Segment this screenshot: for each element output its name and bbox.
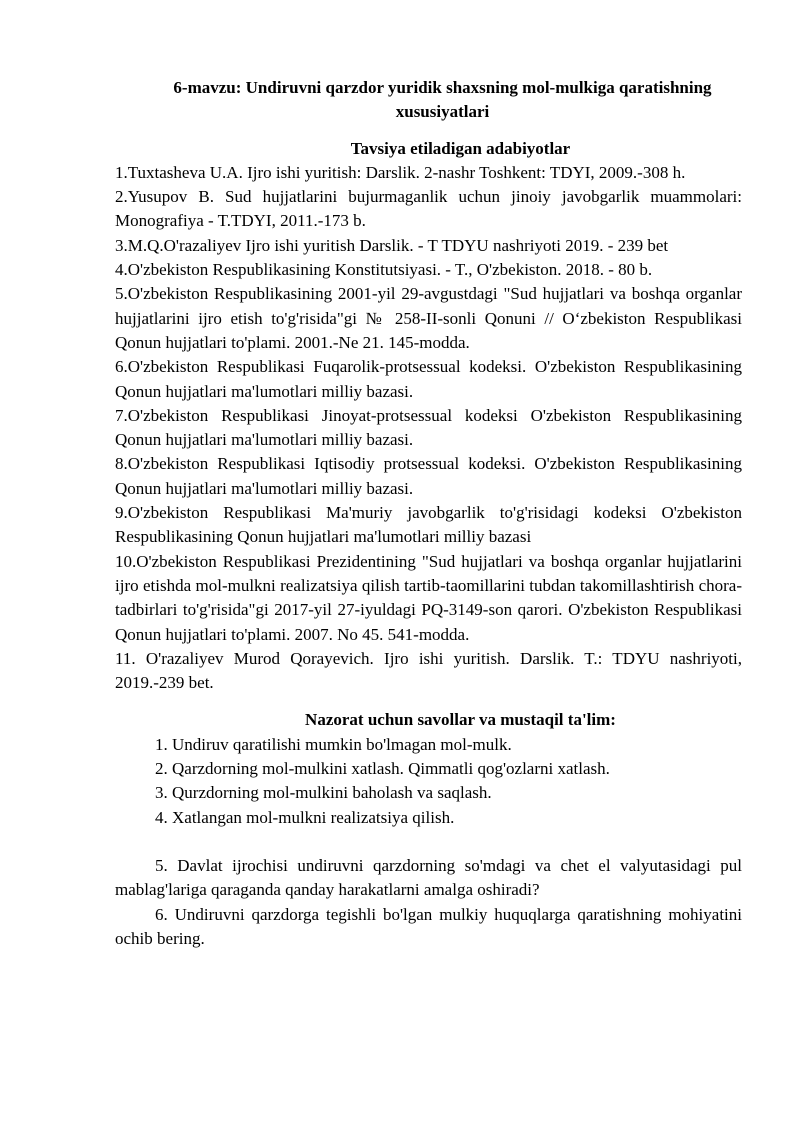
reference-item: 1.Tuxtasheva U.A. Ijro ishi yuritish: Darslik. 2-nashr Toshkent: TDYI, 2009.-308 h. xyxy=(115,162,686,182)
page-title: 6-mavzu: Undiruvni qarzdor yuridik shaxsning mol-mulkiga qaratishning xususiyatlari xyxy=(173,78,712,122)
reference-item: 7.O'zbekiston Respublikasi Jinoyat-protsessual kodeksi O'zbekiston Respublikasining Qonun hujjatlari ma'lumotlari milliy bazasi. xyxy=(115,405,742,450)
question-item: 1. Undiruv qaratilishi mumkin bo'lmagan mol-mulk. xyxy=(155,734,512,754)
question-item: 6. Undiruvni qarzdorga tegishli bo'lgan mulkiy huquqlarga qaratishning mohiyatini ochib bering. xyxy=(115,904,742,948)
questions-list xyxy=(115,733,742,951)
question-item: 5. Davlat ijrochisi undiruvni qarzdorning so'mdagi va chet el valyutasidagi pul mablag'lariga qaraganda qanday harakatlarni amalga oshiradi? xyxy=(115,855,742,900)
reference-item: 4.O'zbekiston Respublikasining Konstitutsiyasi. - T., O'zbekiston. 2018. - 80 b. xyxy=(115,260,653,280)
reference-item: 2.Yusupov B. Sud hujjatlarini bujurmaganlik uchun jinoiy javobgarlik muammolari: Monografiya - T.TDYI, 2011.-173 b. xyxy=(115,187,742,231)
blank-line xyxy=(115,830,742,854)
references-list xyxy=(115,161,742,696)
reference-item: 5.O'zbekiston Respublikasining 2001-yil 29-avgustdagi "Sud hujjatlari va boshqa organlar hujjatlarini ijro etish to'g'risida"gi № 258-II-sonli Qonuni // O‘zbekiston Respublikasi Qonun hujjatlari to'plami. 2001.-Ne 21. 145-modda. xyxy=(115,284,742,352)
questions-heading: Nazorat uchun savollar va mustaqil ta'lim: xyxy=(305,710,616,730)
question-item: 2. Qarzdorning mol-mulkini xatlash. Qimmatli qog'ozlarni xatlash. xyxy=(155,759,610,779)
document-page xyxy=(115,76,742,951)
reference-item: 6.O'zbekiston Respublikasi Fuqarolik-protsessual kodeksi. O'zbekiston Respublikasining Qonun hujjatlari ma'lumotlari milliy bazasi. xyxy=(115,357,742,401)
reference-item: 8.O'zbekiston Respublikasi Iqtisodiy protsessual kodeksi. O'zbekiston Respublikasining Qonun hujjatlari ma'lumotlari milliy bazasi. xyxy=(115,454,742,498)
reference-item: 9.O'zbekiston Respublikasi Ma'muriy javobgarlik to'g'risidagi kodeksi O'zbekiston Respublikasining Qonun hujjatlari ma'lumotlari milliy bazasi xyxy=(115,503,742,547)
references-heading: Tavsiya etiladigan adabiyotlar xyxy=(350,138,571,158)
question-item: 3. Qurzdorning mol-mulkini baholash va saqlash. xyxy=(155,783,492,803)
reference-item: 3.M.Q.O'razaliyev Ijro ishi yuritish Darslik. - T TDYU nashriyoti 2019. - 239 bet xyxy=(115,235,669,255)
question-item: 4. Xatlangan mol-mulkni realizatsiya qilish. xyxy=(155,807,455,827)
reference-item: 11. O'razaliyev Murod Qorayevich. Ijro ishi yuritish. Darslik. T.: TDYU nashriyoti, 2019.-239 bet. xyxy=(115,648,742,693)
reference-item: 10.O'zbekiston Respublikasi Prezidentining "Sud hujjatlari va boshqa organlar hujjatlarini ijro etishda mol-mulkni realizatsiya qilish tartib-taomillarini tubdan takomillashtirish chora-tadbirlari to'g'risida"gi 2017-yil 27-iyuldagi PQ-3149-son qarori. O'zbekiston Respublikasi Qonun hujjatlari to'plami. 2007. No 45. 541-modda. xyxy=(115,551,742,644)
